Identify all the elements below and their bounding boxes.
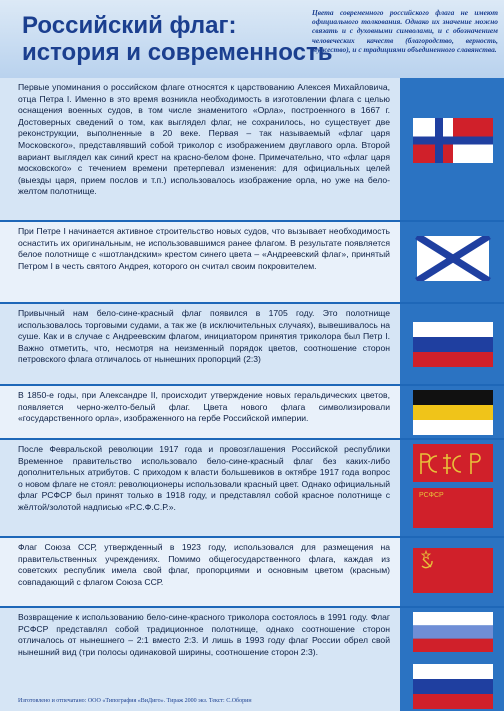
section-andreevsky <box>0 222 400 302</box>
page-header <box>0 0 504 78</box>
rsfsr-flag-label: РСФСР <box>419 492 444 499</box>
section-text: После Февральской революции 1917 года и провозглашения Российской республики Временное правительство использовало бело-сине-красный флаг без каких-либо дополнительных атрибутов. С приходом к власти большевиков в октябре 1917 года вопрос о новом флаге не стоял: революционеры использовали красный цвет. Однако официальный флаг РСФСР был принят только в 1918 году, и представлял собой красное полотнище с жёлтой/золотой надписью «Р.С.Ф.С.Р.». <box>18 444 390 512</box>
header-quote: Цвета современного российского флага не имеют официального толкования. Однако их значение можно связать и с духовными символами, и с обозначением человеческих качеств (благородство, верность, мужество), и с традициями объединенного славянства. <box>312 8 498 54</box>
flag-column <box>400 78 504 220</box>
page-title <box>22 12 332 66</box>
title-line-2: история и современность <box>22 39 333 66</box>
rsfsr-monogram-flag <box>413 444 493 482</box>
ussr-flag <box>413 548 493 593</box>
section-ussr <box>0 538 400 606</box>
tsar-moscow-cross-flag <box>413 118 493 163</box>
footer-imprint: Изготовлено и отпечатано: ООО «Типография «ВиДиго». Тираж 2000 экз. Текст: С.Оборин <box>18 698 252 704</box>
section-imperial <box>0 386 400 438</box>
section-text: Привычный нам бело-сине-красный флаг появился в 1705 году. Это полотнище использовалось торговыми судами, а так же (в исключительных случаях), вывешивалось на суше. Как и в случае с Андреевским флагом, инициатором принятия триколора был Петр I. Важно отметить, что, несмотря на неизменный порядок цветов, соотношение сторон петровского флага отличалось от нынешних пропорций (2:3) <box>18 308 390 365</box>
section-1991 <box>0 608 400 694</box>
imperial-flag <box>413 390 493 435</box>
title-line-1: Российский флаг: <box>22 12 237 39</box>
flag-column <box>400 386 504 438</box>
tricolor-flag <box>413 322 493 367</box>
flag-column <box>400 608 504 711</box>
flag-column <box>400 222 504 302</box>
flag-column <box>400 440 504 536</box>
flag-column <box>400 304 504 384</box>
russia-1993-flag <box>413 664 493 709</box>
section-text: В 1850-е годы, при Александре II, происходит утверждение новых геральдических цветов, появляется черно-желто-белый флаг. Цвета нового флага символизировали «государственного орла», изображенного на гербе Российской империи. <box>18 390 390 424</box>
section-text: При Петре I начинается активное строительство новых судов, что вызывает необходимость оснастить их оригинальным, не использовавшимся ранее флагом. В результате появляется белое полотнище с «шотландским» крестом синего цвета – «Андреевский флаг», принятый Петром I в честь святого Андрея, которого он считал своим покровителем. <box>18 226 390 271</box>
rsfsr-1991-flag <box>413 612 493 652</box>
section-text: Первые упоминания о российском флаге относятся к царствованию Алексея Михайловича, отца Петра I. Именно в это время возникла необходимость в изготовлении флага с целью оснащения военных судов, в том числе знаменитого «Орла», построенного в 1667 г. Достоверных сведений о том, как выглядел флаг, не сохранилось, но существует две реконструкции, выполненные в 20 веке. Первая – так называемый «флаг царя Московского», представлявший собой триколор с изображением двуглавого орла. Второй вариант выглядел как синий крест на красно-белом фоне. Примечательно, что «флаг царя московского» с течением времени претерпевал изменения: для официальных целей (выезды царя, прием послов и т.п.) использовалось изображение орла, но уже на бело-желтом полотнище. <box>18 82 390 197</box>
andreevsky-flag <box>413 236 493 281</box>
section-tricolor-1705 <box>0 304 400 384</box>
section-text: Возвращение к использованию бело-сине-красного триколора состоялось в 1991 году. Флаг РСФСР представлял собой традиционное полотнище, однако соотношение сторон отличалось от нынешнего – 2:1 вместо 2:3. И лишь в 1993 году флаг России обрел свой нынешний вид (три полосы одинаковой ширины, соотношение сторон 2:3). <box>18 612 390 657</box>
rsfsr-flag <box>413 488 493 528</box>
section-first-mentions <box>0 78 400 220</box>
section-text: Флаг Союза ССР, утвержденный в 1923 году, использовался для размещения на правительственных учреждениях. Помимо общегосударственного флага, каждая из советских республик имела свой флаг, пропорциями и основным цветом (красным) совпадающий с флагом Союза ССР. <box>18 542 390 587</box>
section-revolution <box>0 440 400 536</box>
flag-column <box>400 538 504 606</box>
